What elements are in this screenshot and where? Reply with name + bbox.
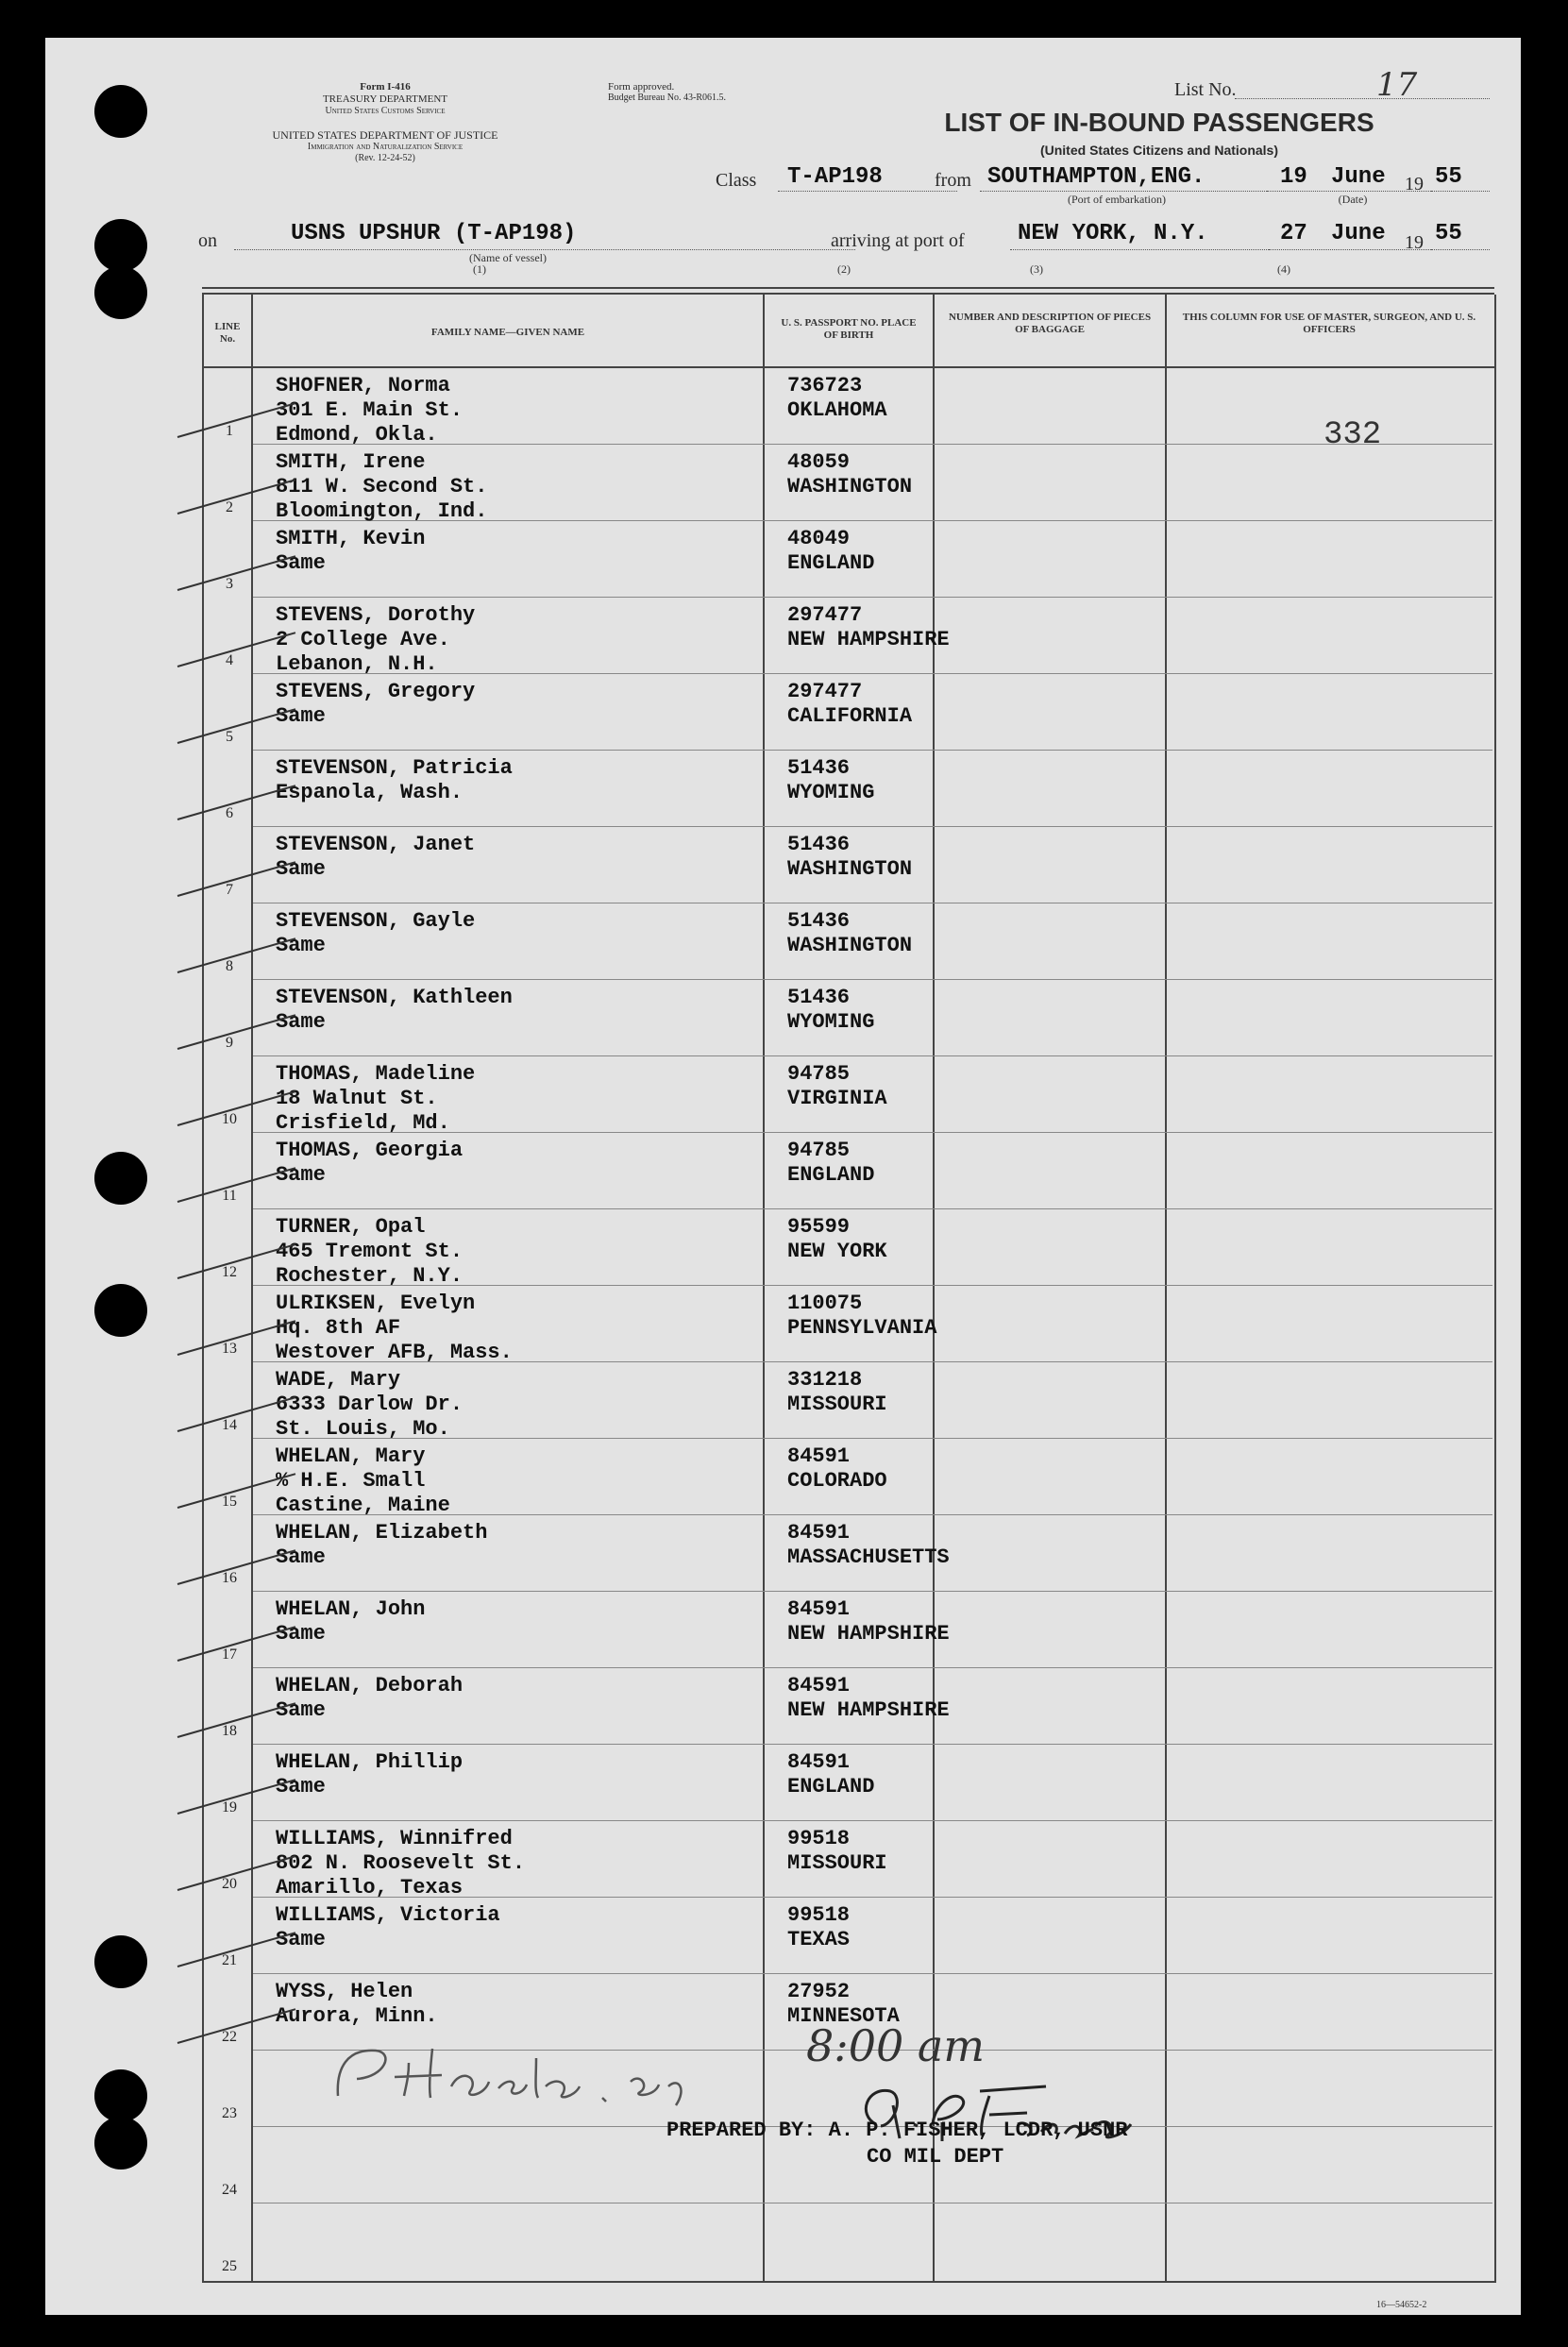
passenger-address: Crisfield, Md.	[276, 1111, 450, 1135]
passenger-address: Same	[276, 857, 326, 881]
passenger-name: STEVENSON, Gayle	[276, 909, 476, 933]
place-of-birth: WASHINGTON	[787, 857, 913, 881]
place-of-birth: MISSOURI	[787, 1393, 887, 1416]
passenger-address: Espanola, Wash.	[276, 781, 464, 804]
passenger-name: STEVENSON, Janet	[276, 833, 476, 856]
passenger-name: WHELAN, Elizabeth	[276, 1521, 488, 1545]
date2-year-prefix: 19	[1405, 232, 1424, 253]
line-number: 14	[222, 1417, 237, 1433]
line-number: 7	[226, 882, 233, 898]
line-number: 8	[226, 958, 233, 974]
passenger-address: Castine, Maine	[276, 1494, 450, 1517]
col-caption-3: (3)	[1030, 262, 1043, 276]
line-number: 13	[222, 1341, 237, 1357]
passenger-name: ULRIKSEN, Evelyn	[276, 1292, 476, 1315]
place-of-birth: VIRGINIA	[787, 1087, 887, 1110]
budget-bureau: Budget Bureau No. 43-R061.5.	[608, 93, 726, 103]
passport-number: 84591	[787, 1674, 851, 1697]
line-number: 17	[222, 1646, 237, 1663]
vessel-caption: (Name of vessel)	[469, 251, 547, 264]
row-divider	[253, 1208, 1492, 1209]
passenger-address: 811 W. Second St.	[276, 475, 488, 498]
passenger-address: Same	[276, 1010, 326, 1034]
place-of-birth: WASHINGTON	[787, 475, 913, 498]
date2-day: 27	[1280, 221, 1307, 246]
passenger-name: WADE, Mary	[276, 1368, 401, 1392]
passenger-name: STEVENS, Dorothy	[276, 603, 476, 627]
passenger-name: SMITH, Irene	[276, 450, 426, 474]
punch-hole-3	[94, 266, 147, 319]
col-header-passport: U. S. PASSPORT NO. PLACE OF BIRTH	[781, 317, 917, 341]
arrival-port: NEW YORK, N.Y.	[1018, 221, 1208, 246]
row-divider	[253, 979, 1492, 980]
row-divider	[253, 1820, 1492, 1821]
passport-number: 48059	[787, 450, 851, 474]
place-of-birth: MISSOURI	[787, 1851, 887, 1875]
line-number: 22	[222, 2029, 237, 2045]
row-divider	[253, 444, 1492, 445]
date1-caption: (Date)	[1338, 193, 1368, 206]
line-number: 23	[222, 2105, 237, 2121]
passport-number: 27952	[787, 1980, 851, 2003]
passenger-address: Amarillo, Texas	[276, 1876, 464, 1900]
punch-hole-6	[94, 1935, 147, 1988]
passenger-name: STEVENS, Gregory	[276, 680, 476, 703]
passenger-address: 465 Tremont St.	[276, 1240, 464, 1263]
line-number: 12	[222, 1264, 237, 1280]
prepared-by: PREPARED BY: A. P. FISHER, LCDR, USNR	[666, 2119, 1128, 2142]
line-number: 5	[226, 729, 233, 745]
passport-number: 48049	[787, 527, 851, 550]
place-of-birth: OKLAHOMA	[787, 398, 887, 422]
line-number: 16	[222, 1570, 237, 1586]
passenger-address: Hq. 8th AF	[276, 1316, 401, 1340]
line-number: 19	[222, 1799, 237, 1815]
passenger-name: WILLIAMS, Victoria	[276, 1903, 500, 1927]
passenger-address: 301 E. Main St.	[276, 398, 464, 422]
line-number: 20	[222, 1876, 237, 1892]
date1-month: June	[1331, 164, 1386, 190]
handwritten-signature-left	[319, 2030, 716, 2115]
revision: (Rev. 12-24-52)	[355, 153, 415, 163]
line-number: 11	[222, 1188, 237, 1204]
justice-dept: UNITED STATES DEPARTMENT OF JUSTICE	[272, 128, 498, 142]
place-of-birth: TEXAS	[787, 1928, 851, 1951]
form-approved: Form approved.	[608, 81, 675, 93]
row-divider	[253, 826, 1492, 827]
place-of-birth: ENGLAND	[787, 551, 875, 575]
row-divider	[253, 1591, 1492, 1592]
line-number: 21	[222, 1952, 237, 1968]
passenger-name: SMITH, Kevin	[276, 527, 426, 550]
row-divider	[253, 1055, 1492, 1056]
passport-number: 99518	[787, 1903, 851, 1927]
vessel-name: USNS UPSHUR (T-AP198)	[291, 221, 577, 246]
passenger-address: Same	[276, 1163, 326, 1187]
passport-number: 51436	[787, 756, 851, 780]
line-number: 18	[222, 1723, 237, 1739]
date1-year-prefix: 19	[1405, 174, 1424, 194]
place-of-birth: NEW YORK	[787, 1240, 887, 1263]
place-of-birth: COLORADO	[787, 1469, 887, 1493]
place-of-birth: NEW HAMPSHIRE	[787, 1698, 950, 1722]
passenger-address: Same	[276, 1698, 326, 1722]
passenger-address: Same	[276, 1545, 326, 1569]
passport-number: 84591	[787, 1750, 851, 1774]
row-divider	[253, 597, 1492, 598]
passenger-address: Edmond, Okla.	[276, 423, 438, 447]
passenger-address: Same	[276, 1928, 326, 1951]
place-of-birth: MASSACHUSETTS	[787, 1545, 950, 1569]
passport-number: 51436	[787, 909, 851, 933]
date1-day: 19	[1280, 164, 1307, 190]
passport-number: 51436	[787, 833, 851, 856]
passenger-address: 6333 Darlow Dr.	[276, 1393, 464, 1416]
passport-number: 84591	[787, 1597, 851, 1621]
passenger-address: St. Louis, Mo.	[276, 1417, 450, 1441]
prepared-dept: CO MIL DEPT	[867, 2145, 1004, 2169]
place-of-birth: CALIFORNIA	[787, 704, 913, 728]
date1-year: 55	[1435, 164, 1462, 190]
passenger-address: Lebanon, N.H.	[276, 652, 438, 676]
list-no-value: 17	[1376, 66, 1418, 104]
treasury-dept: TREASURY DEPARTMENT	[322, 93, 448, 105]
passenger-name: WHELAN, John	[276, 1597, 426, 1621]
passenger-address: Westover AFB, Mass.	[276, 1341, 513, 1364]
passenger-name: WILLIAMS, Winnifred	[276, 1827, 513, 1850]
passenger-address: 18 Walnut St.	[276, 1087, 438, 1110]
passport-number: 84591	[787, 1521, 851, 1545]
passport-number: 94785	[787, 1139, 851, 1162]
punch-hole-2	[94, 219, 147, 272]
col-header-officers: THIS COLUMN FOR USE OF MASTER, SURGEON, AND U. S. OFFICERS	[1182, 312, 1476, 335]
passenger-name: THOMAS, Madeline	[276, 1062, 476, 1086]
col-caption-4: (4)	[1277, 262, 1290, 276]
passenger-name: WYSS, Helen	[276, 1980, 413, 2003]
passport-number: 51436	[787, 986, 851, 1009]
punch-hole-5	[94, 1284, 147, 1337]
passport-number: 736723	[787, 374, 863, 397]
place-of-birth: WYOMING	[787, 1010, 875, 1034]
place-of-birth: NEW HAMPSHIRE	[787, 628, 950, 651]
on-label: on	[198, 230, 217, 251]
passenger-name: SHOFNER, Norma	[276, 374, 450, 397]
passenger-name: THOMAS, Georgia	[276, 1139, 464, 1162]
passenger-address: Same	[276, 934, 326, 957]
passenger-address: Same	[276, 551, 326, 575]
col-header-baggage: NUMBER AND DESCRIPTION OF PIECES OF BAGGAGE	[948, 312, 1152, 335]
ins-service: Immigration and Naturalization Service	[307, 142, 464, 152]
place-of-birth: ENGLAND	[787, 1775, 875, 1798]
passenger-address: Same	[276, 1775, 326, 1798]
line-number: 3	[226, 576, 233, 592]
row-divider	[253, 1744, 1492, 1745]
place-of-birth: MINNESOTA	[787, 2004, 900, 2028]
passenger-name: WHELAN, Mary	[276, 1444, 426, 1468]
line-number: 15	[222, 1494, 237, 1510]
line-number: 10	[222, 1111, 237, 1127]
from-value: SOUTHAMPTON,ENG.	[987, 164, 1206, 190]
col-caption-2: (2)	[837, 262, 851, 276]
row-divider	[253, 1973, 1492, 1974]
punch-hole-1	[94, 85, 147, 138]
passenger-address: Same	[276, 1622, 326, 1646]
place-of-birth: ENGLAND	[787, 1163, 875, 1187]
date2-year: 55	[1435, 221, 1462, 246]
from-label: from	[935, 170, 971, 191]
arriving-label: arriving at port of	[831, 230, 965, 251]
col-header-line-no: LINE No.	[214, 321, 241, 345]
place-of-birth: WYOMING	[787, 781, 875, 804]
manifest-page	[45, 38, 1521, 2315]
punch-hole-7	[94, 2069, 147, 2122]
place-of-birth: WASHINGTON	[787, 934, 913, 957]
passenger-name: TURNER, Opal	[276, 1215, 426, 1239]
line-number: 9	[226, 1035, 233, 1051]
passport-number: 94785	[787, 1062, 851, 1086]
place-of-birth: PENNSYLVANIA	[787, 1316, 937, 1340]
passport-number: 99518	[787, 1827, 851, 1850]
port-caption: (Port of embarkation)	[1068, 193, 1166, 206]
line-number: 1	[226, 423, 233, 439]
list-title: LIST OF IN-BOUND PASSENGERS	[944, 108, 1374, 137]
form-number: Form I-416	[360, 81, 411, 93]
passenger-address: Same	[276, 704, 326, 728]
passenger-address: Bloomington, Ind.	[276, 499, 488, 523]
passenger-name: STEVENSON, Kathleen	[276, 986, 513, 1009]
col-header-name: FAMILY NAME—GIVEN NAME	[430, 327, 585, 338]
list-no-label: List No.	[1174, 79, 1237, 100]
officer-note: 332	[1324, 417, 1382, 453]
passport-number: 297477	[787, 603, 863, 627]
form-code: 16—54652-2	[1376, 2300, 1427, 2310]
place-of-birth: NEW HAMPSHIRE	[787, 1622, 950, 1646]
passenger-address: % H.E. Small	[276, 1469, 426, 1493]
customs-service: United States Customs Service	[325, 106, 446, 116]
col-caption-1: (1)	[473, 262, 486, 276]
passport-number: 331218	[787, 1368, 863, 1392]
class-value: T-AP198	[787, 164, 883, 190]
passenger-name: WHELAN, Deborah	[276, 1674, 464, 1697]
passenger-address: 802 N. Roosevelt St.	[276, 1851, 526, 1875]
passenger-address: Rochester, N.Y.	[276, 1264, 464, 1288]
passenger-address: 2 College Ave.	[276, 628, 450, 651]
passenger-address: Aurora, Minn.	[276, 2004, 438, 2028]
handwritten-time: 8:00 am	[806, 2020, 985, 2071]
line-number: 4	[226, 652, 233, 668]
punch-hole-8	[94, 2117, 147, 2170]
line-number: 6	[226, 805, 233, 821]
list-subtitle: (United States Citizens and Nationals)	[1039, 143, 1279, 158]
class-label: Class	[716, 170, 757, 191]
passport-number: 110075	[787, 1292, 863, 1315]
line-number: 2	[226, 499, 233, 515]
passport-number: 95599	[787, 1215, 851, 1239]
passenger-name: WHELAN, Phillip	[276, 1750, 464, 1774]
row-divider	[253, 750, 1492, 751]
row-divider	[253, 1667, 1492, 1668]
line-number: 24	[222, 2182, 237, 2198]
passport-number: 84591	[787, 1444, 851, 1468]
punch-hole-4	[94, 1152, 147, 1205]
row-divider	[253, 673, 1492, 674]
passport-number: 297477	[787, 680, 863, 703]
date2-month: June	[1331, 221, 1386, 246]
passenger-name: STEVENSON, Patricia	[276, 756, 513, 780]
line-number: 25	[222, 2258, 237, 2274]
